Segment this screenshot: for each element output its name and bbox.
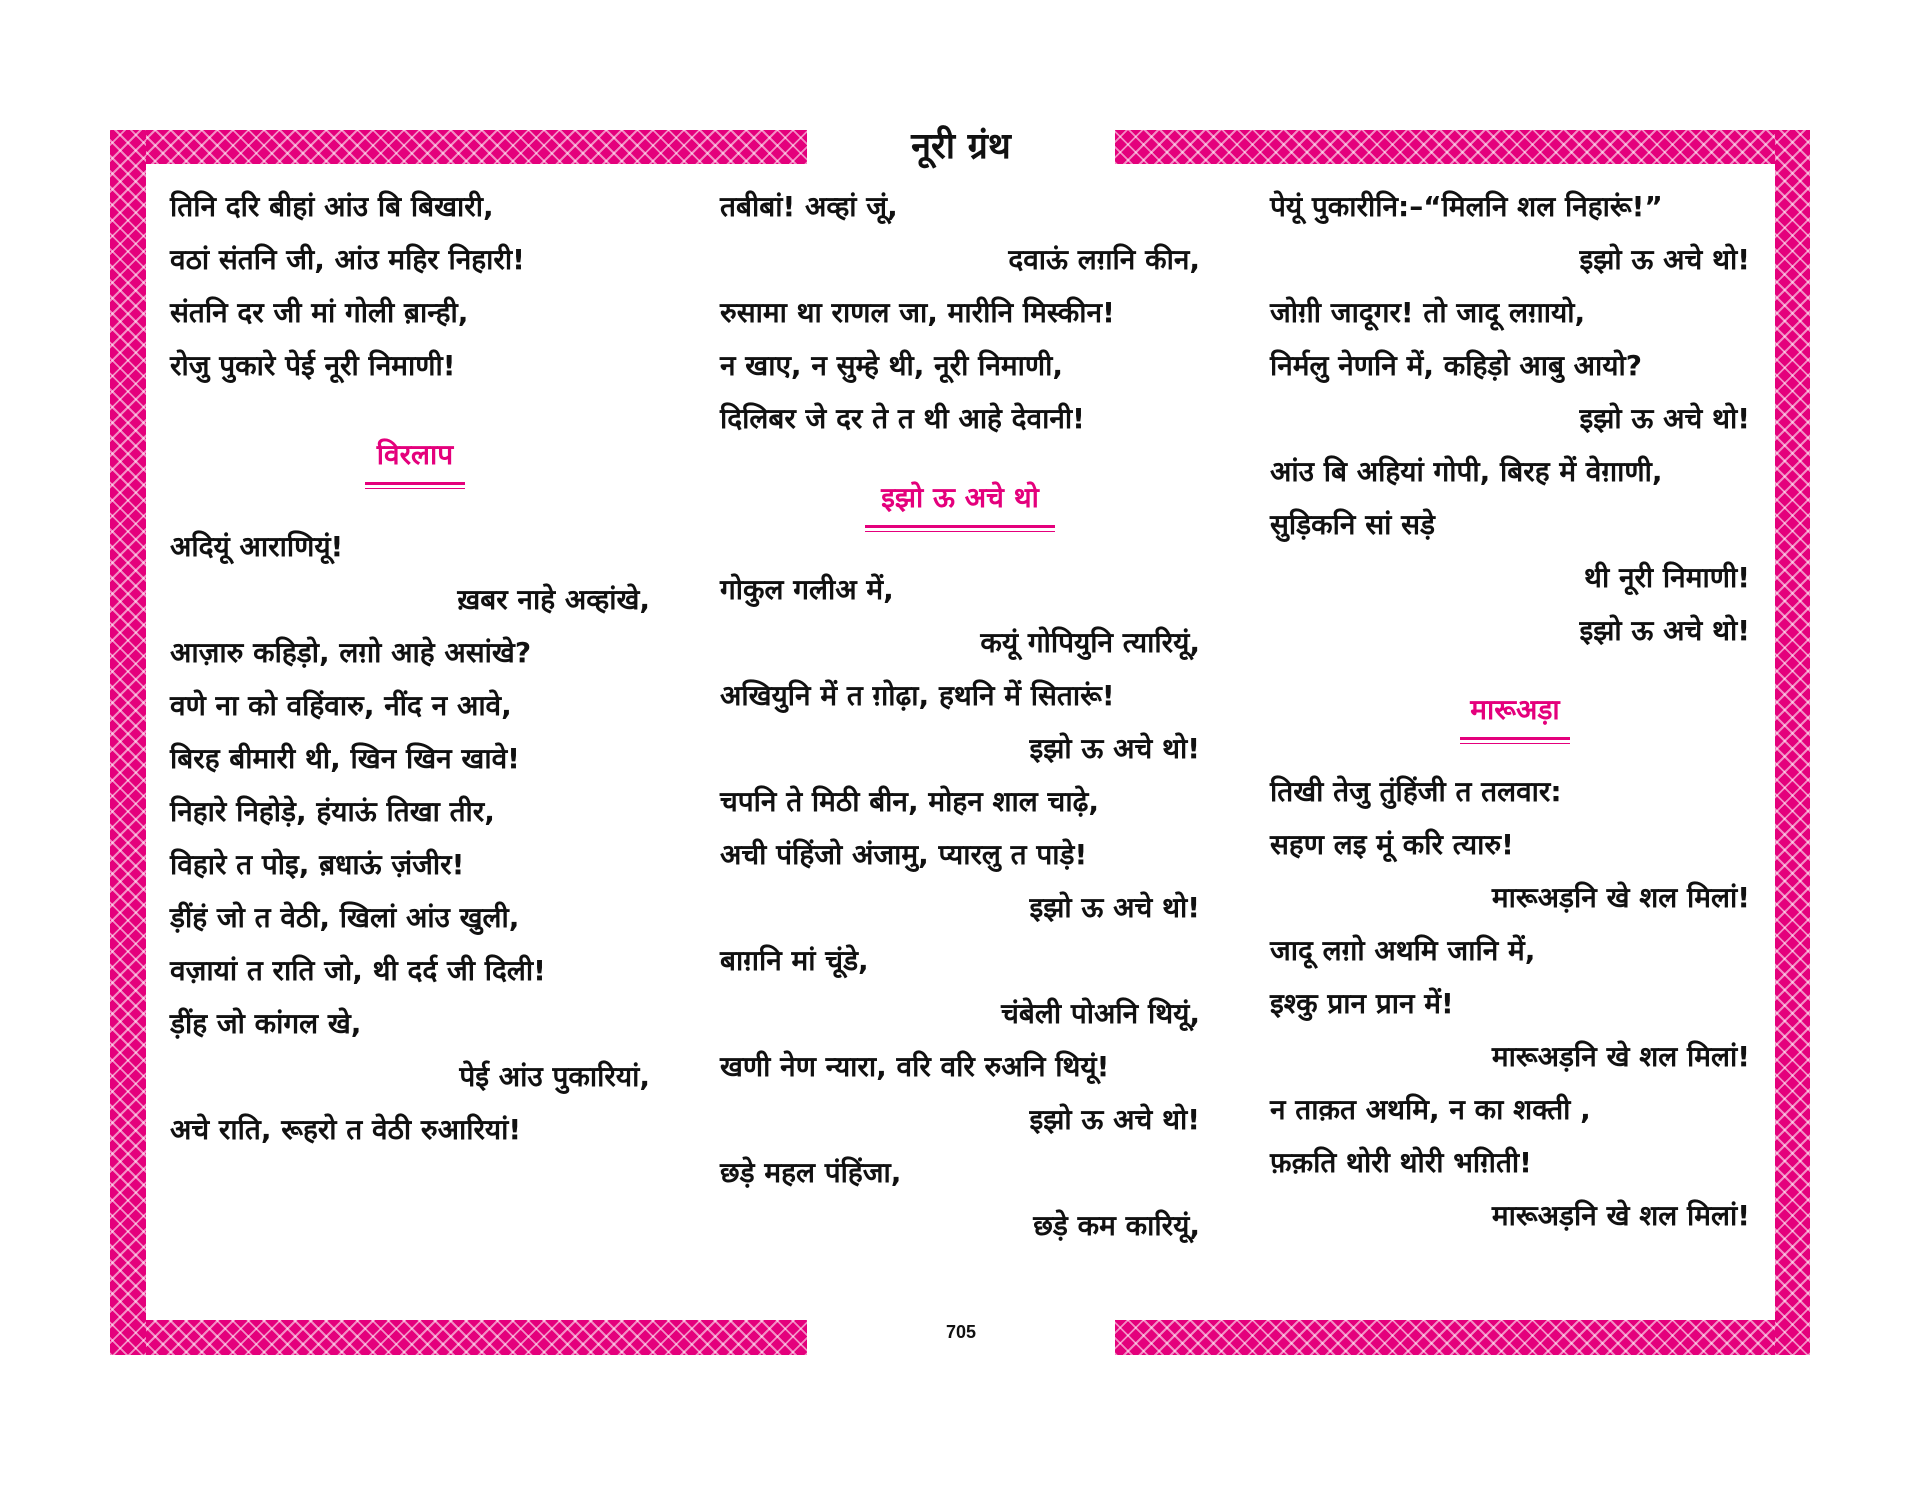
column-2: [720, 180, 1200, 1252]
verse-line: सुड़िकनि सां सडे़: [1270, 508, 1436, 541]
section-heading-text: मारूअड़ा: [1470, 693, 1560, 726]
verse-line: इश्कु प्रान प्रान में!: [1270, 987, 1454, 1020]
running-title: नूरी ग्रंथ: [911, 126, 1011, 167]
verse-line: इझो ऊ अचे थो!: [1579, 402, 1750, 435]
verse-line: रोजु पुकारे पेई नूरी निमाणी!: [170, 349, 456, 382]
verse-line: अची पंहिंजो अंजामु, प्यारलु त पाड़े!: [720, 838, 1088, 871]
heading-underline: [365, 482, 465, 489]
verse-line: विहारे त पोइ, ब़धाऊं ज़ंजीर!: [170, 848, 465, 881]
border-bottom-right: [1115, 1320, 1810, 1355]
verse-line: इझो ऊ अचे थो!: [1029, 891, 1200, 924]
verse-block: [720, 563, 1200, 1252]
verse-line: इझो ऊ अचे थो!: [1579, 243, 1750, 276]
verse-line: जादू लग़ो अथमि जानि में,: [1270, 934, 1536, 967]
border-top-left: [110, 130, 807, 164]
verse-line: न ताक़त अथमि, न का शक्ती ,: [1270, 1093, 1591, 1126]
verse-line: ड़ींहं जो त वेठी, खिलां आंउ खुली,: [170, 901, 520, 934]
verse-line: वठां संतनि जी, आंउ महिर निहारी!: [170, 243, 525, 276]
verse-line: संतनि दर जी मां गोली ब़ान्ही,: [170, 296, 469, 329]
column-1: [170, 180, 650, 1156]
verse-line: मारूअड़नि खे शल मिलां!: [1491, 1040, 1750, 1073]
verse-line: इझो ऊ अचे थो!: [1579, 614, 1750, 647]
verse-line: मारूअड़नि खे शल मिलां!: [1491, 881, 1750, 914]
verse-line: सहण लइ मूं करि त्यारु!: [1270, 828, 1514, 861]
verse-line: गोकुल गलीअ में,: [720, 573, 894, 606]
verse-block: [170, 520, 650, 1156]
verse-line: इझो ऊ अचे थो!: [1029, 732, 1200, 765]
verse-line: बिरह बीमारी थी, खिन खिन खावे!: [170, 742, 520, 775]
verse-line: छडे़ कम कारियूं,: [1033, 1209, 1200, 1242]
verse-line: तबीबां! अव्हां जूं,: [720, 190, 898, 223]
verse-line: तिनि दरि बीहां आंउ बि बिखारी,: [170, 190, 494, 223]
verse-line: खणी नेण न्यारा, वरि वरि रुअनि थियूं!: [720, 1050, 1110, 1083]
verse-line: तिखी तेजु तुंहिंजी त तलवार:: [1270, 775, 1562, 808]
heading-underline: [865, 525, 1055, 532]
section-heading-text: इझो ऊ अचे थो: [881, 481, 1039, 514]
section-heading-izho: [865, 475, 1055, 533]
verse-line: पेयूं पुकारीनि:–“मिलनि शल निहारूं!”: [1270, 190, 1663, 223]
verse-line: वज़ायां त राति जो, थी दर्द जी दिली!: [170, 954, 546, 987]
verse-line: थी नूरी निमाणी!: [1584, 561, 1750, 594]
verse-line: निर्मलु नेणनि में, कहिड़ो आबु आयो?: [1270, 349, 1643, 382]
verse-line: न खाए, न सुम्हे थी, नूरी निमाणी,: [720, 349, 1064, 382]
verse-line: बाग़नि मां चूंडे,: [720, 944, 869, 977]
verse-line: आज़ारु कहिड़ो, लग़ो आहे असांखे?: [170, 636, 532, 669]
heading-underline: [1460, 737, 1570, 744]
verse-block: [1270, 180, 1750, 657]
verse-line: आंउ बि अहियां गोपी, बिरह में वेग़ाणी,: [1270, 455, 1663, 488]
verse-line: चपनि ते मिठी बीन, मोहन शाल चाढ़े,: [720, 785, 1099, 818]
border-bottom-left: [110, 1320, 807, 1355]
section-heading-virlap: [365, 432, 465, 490]
verse-line: रुसामा था राणल जा, मारीनि मिस्कीन!: [720, 296, 1115, 329]
verse-line: इझो ऊ अचे थो!: [1029, 1103, 1200, 1136]
border-top-right: [1115, 130, 1810, 164]
section-heading-text: विरलाप: [376, 438, 454, 471]
verse-line: दवाऊं लग़नि कीन,: [1008, 243, 1200, 276]
verse-line: फ़क़ति थोरी थोरी भग़िती!: [1270, 1146, 1532, 1179]
section-heading-maaruada: [1460, 687, 1570, 745]
verse-line: जोग़ी जादूगर! तो जादू लग़ायो,: [1270, 296, 1586, 329]
verse-line: कयूं गोपियुनि त्यारियूं,: [980, 626, 1200, 659]
page-number: 705: [945, 1322, 977, 1342]
verse-block: [720, 180, 1200, 445]
verse-line: अदियूं आराणियूं!: [170, 530, 344, 563]
verse-line: छडे़ महल पंहिंजा,: [720, 1156, 902, 1189]
verse-line: ड़ींह जो कांगल खे,: [170, 1007, 362, 1040]
verse-line: मारूअड़नि खे शल मिलां!: [1491, 1199, 1750, 1232]
verse-line: चंबेली पोअनि थियूं,: [1001, 997, 1200, 1030]
verse-line: अखियुनि में त ग़ोढ़ा, हथनि में सितारूं!: [720, 679, 1115, 712]
verse-block: [1270, 765, 1750, 1242]
verse-line: अचे राति, रूहरो त वेठी रुआरियां!: [170, 1113, 522, 1146]
verse-line: निहारे निहोड़े, हंयाऊं तिखा तीर,: [170, 795, 495, 828]
border-left: [110, 130, 146, 1355]
verse-line: पेई आंउ पुकारियां,: [459, 1060, 650, 1093]
verse-line: वणे ना को वहिंवारु, नींद न आवे,: [170, 689, 512, 722]
verse-line: ख़बर नाहे अव्हांखे,: [457, 583, 650, 616]
verse-line: दिलिबर जे दर ते त थी आहे देवानी!: [720, 402, 1085, 435]
column-3: [1270, 180, 1750, 1242]
border-right: [1775, 130, 1810, 1355]
